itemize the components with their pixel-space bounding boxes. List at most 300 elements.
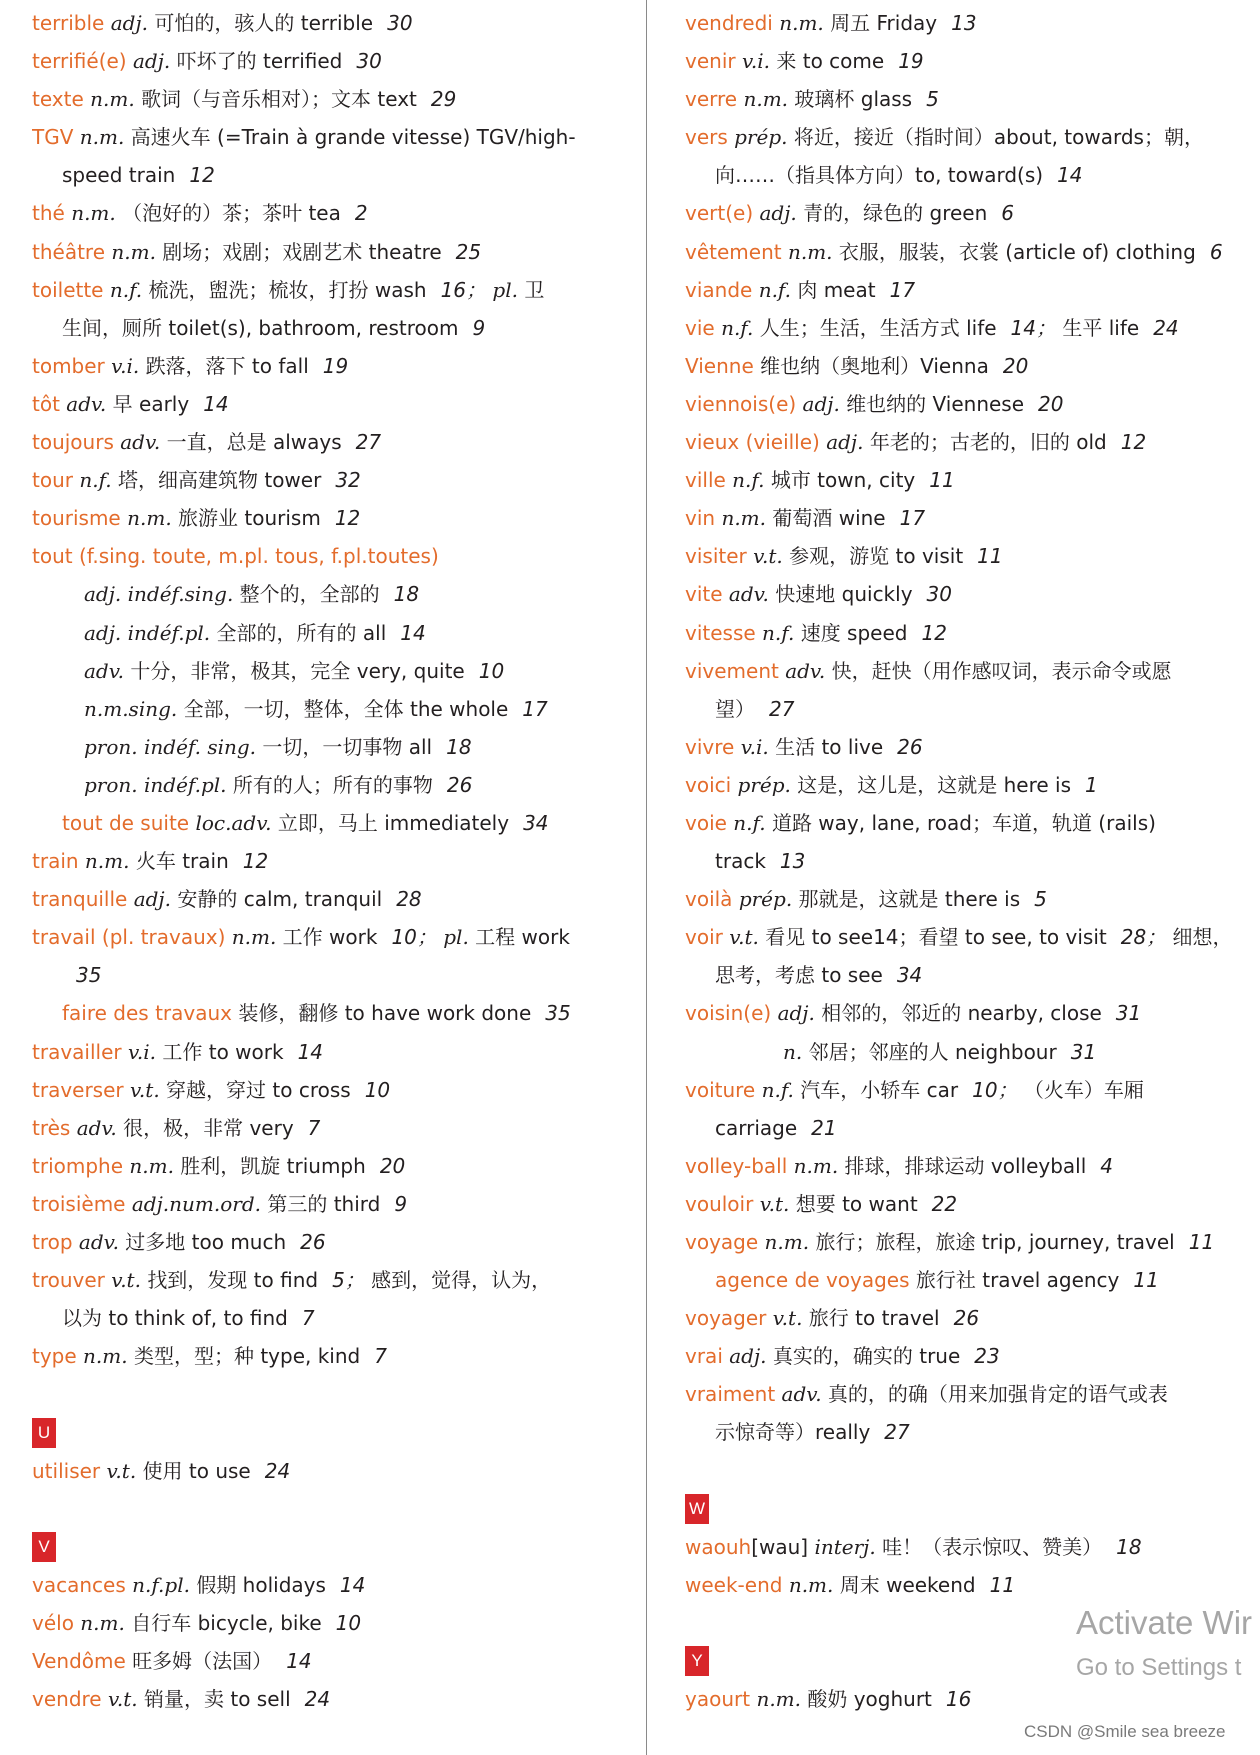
entry [685,1185,1260,1223]
definition: 将近，接近（指时间）about, towards；朝， [793,125,1204,150]
definition: 快，赶快（用作感叹词，表示命令或愿 [831,658,1172,683]
section-letter: W [685,1494,709,1524]
definition: 工作 work [282,925,378,950]
lesson-number: 13 [779,849,806,874]
definition: 维也纳的 Viennese [846,391,1025,416]
entry [685,1566,1260,1604]
headword: viennois(e) [685,391,797,416]
entry [685,1337,1260,1375]
grammar-tag: n.m. [787,239,833,264]
definition: 相邻的，邻近的 nearby, close [821,1001,1102,1026]
headword: théâtre [32,239,106,264]
definition: 人生；生活，生活方式 life [759,315,997,340]
entry [32,1109,617,1147]
headword: ville [685,468,726,493]
grammar-tag: adv. [120,430,161,455]
definition: 旅行；旅程，旅途 trip, journey, travel [815,1230,1175,1254]
activation-watermark-title: Activate Wir [1076,1604,1253,1641]
grammar-tag: n.m. [83,1344,128,1369]
definition: 衣服，服装，衣裳 (article of) clothing [838,239,1196,264]
lesson-number: 14； [1010,315,1056,340]
phrase-entry [32,994,617,1032]
entry [685,1528,1260,1566]
headword: voilà [685,887,733,912]
grammar-tag: adv. [781,1382,822,1407]
lesson-number: 7 [307,1115,321,1140]
column-divider [646,0,647,1755]
definition: 向……（指具体方向）to, toward(s) [715,163,1044,188]
definition: 塔，细高建筑物 tower [118,468,322,493]
entry [685,347,1260,385]
lesson-number: 6 [1209,239,1223,264]
right-column [685,4,1260,1718]
lesson-number: 18 [446,734,472,759]
headword: voici [685,772,732,797]
definition-2: 工程 work [475,925,570,950]
lesson-number: 7 [374,1344,387,1369]
definition: 火车 train [135,849,229,874]
entry [32,1452,617,1490]
lesson-number: 5 [1034,887,1047,912]
lesson-number: 11 [1188,1230,1215,1254]
grammar-tag: adj. [110,11,149,35]
definition: 可怕的，骇人的 terrible [154,11,374,35]
headword: TGV [32,125,74,150]
entry [685,194,1260,232]
headword: tomber [32,353,105,378]
grammar-tag: v.t. [729,925,759,950]
lesson-number: 11 [929,468,955,493]
grammar-tag: v.t. [753,544,783,569]
entry [32,537,617,575]
entry [685,233,1260,271]
definition: 吓坏了的 terrified [176,49,343,74]
entry [685,1071,1260,1109]
definition: 穿越，穿过 to cross [166,1077,351,1102]
definition: 速度 speed [800,620,908,645]
definition: 剧场；戏剧；戏剧艺术 theatre [162,239,442,264]
definition: 胜利，凯旋 triumph [180,1153,366,1178]
grammar-tag: n.m. [788,1572,834,1597]
lesson-number: 27 [355,430,382,455]
activation-watermark-subtitle: Go to Settings t [1076,1654,1242,1681]
grammar-tag: v.t. [111,1268,141,1293]
definition: 葡萄酒 wine [772,506,886,531]
pronunciation: [wau] [751,1534,809,1559]
entry [32,1223,617,1261]
headword: vin [685,506,716,531]
headword: viande [685,277,753,302]
definition: 高速火车 (=Train à grande vitesse) TGV/high- [130,125,576,150]
lesson-number: 30 [387,11,413,35]
lesson-number: 16； [440,277,487,302]
entry [685,1223,1260,1261]
definition: 这是，这儿是，这就是 here is [797,772,1072,797]
spacer [685,1452,1260,1490]
section-header [32,1528,617,1566]
lesson-number: 35 [545,1001,571,1026]
lesson-number: 29 [430,87,457,112]
lesson-number: 26 [953,1306,980,1331]
headword: vers [685,125,728,150]
grammar-tag: v.t. [759,1191,790,1216]
spacer [32,1490,617,1528]
headword: vite [685,582,723,607]
entry [685,766,1260,804]
definition: 旺多姆（法国） [132,1649,273,1674]
definition: 邻居；邻座的人 neighbour [808,1039,1057,1064]
lesson-number: 19 [322,353,349,378]
entry-continuation [685,690,1260,728]
entry [32,499,617,537]
lesson-number: 10 [478,658,505,683]
entry [685,423,1260,461]
headword: tranquille [32,887,128,912]
lesson-number: 12 [334,506,361,531]
definition: 思考，考虑 to see [715,963,883,988]
lesson-number: 31 [1115,1001,1142,1026]
entry-continuation [32,1299,617,1337]
definition: 销量，卖 to sell [144,1687,291,1712]
entry-continuation [32,156,617,194]
section-header [685,1490,1260,1528]
entry [32,194,617,232]
grammar-tag: n.f. [733,810,766,835]
headword: utiliser [32,1458,101,1483]
entry [685,880,1260,918]
entry [685,42,1260,80]
headword: vivement [685,658,779,683]
entry [685,309,1260,347]
lesson-number: 28 [396,887,422,912]
lesson-number: 4 [1100,1153,1114,1178]
section-letter: Y [685,1646,709,1676]
headword: tout (f.sing. toute, m.pl. tous, f.pl.toutes) [32,544,439,569]
lesson-number: 25 [455,239,482,264]
entry [685,537,1260,575]
headword: week-end [685,1572,783,1597]
lesson-number: 12 [1120,430,1147,455]
entry [685,918,1260,956]
entry-continuation [685,156,1260,194]
definition: 过多地 too much [125,1230,287,1254]
entry-sense [32,728,617,766]
definition: 歌词（与音乐相对）；文本 text [141,87,417,112]
definition: 旅行社 travel agency [915,1268,1120,1293]
grammar-tag: n.m. [721,506,766,531]
lesson-number: 26 [300,1230,326,1254]
grammar-tag: n.f. [762,620,795,645]
definition: 周五 Friday [830,11,938,35]
spacer [32,1375,617,1413]
grammar-tag: v.i. [741,49,771,74]
definition: 真实的，确实的 true [772,1344,961,1369]
grammar-tag: v.t. [772,1306,803,1331]
headword: voyage [685,1230,759,1254]
entry [685,614,1260,652]
definition: 生间，厕所 toilet(s), bathroom, restroom [62,315,459,340]
entry-continuation [685,1109,1260,1147]
headword: visiter [685,544,747,569]
grammar-tag: adv. [728,582,769,607]
entry [685,385,1260,423]
definition: 早 early [112,391,190,416]
entry-continuation [32,309,617,347]
headword: trop [32,1230,73,1254]
entry [32,233,617,271]
definition: 哇！（表示惊叹、赞美） [882,1534,1103,1559]
definition: 维也纳（奥地利）Vienna [760,353,989,378]
lesson-number: 30 [356,49,382,74]
headword: vouloir [685,1191,754,1216]
headword: vendre [32,1687,102,1712]
lesson-number: 24 [304,1687,331,1712]
definition: 十分，非常，极其，完全 very, quite [130,658,465,683]
grammar-tag: v.t. [107,1687,138,1712]
grammar-tag: v.i. [740,734,769,759]
definition: 立即，马上 immediately [277,810,510,835]
lesson-number: 32 [335,468,361,493]
grammar-tag: adv. [785,658,826,683]
grammar-tag: pron. indéf. sing. [84,734,257,759]
plural-form: (pl. travaux) [101,925,226,950]
definition: 参观，游览 to visit [789,544,964,569]
definition: 全部的，所有的 all [216,620,387,645]
entry [32,80,617,118]
lesson-number: 16 [945,1687,972,1712]
headword: faire des travaux [62,1001,232,1026]
section-letter: V [32,1532,56,1562]
lesson-number: 11 [989,1572,1016,1597]
headword: travailler [32,1039,122,1064]
headword: verre [685,87,738,112]
definition: 一直，总是 always [166,430,342,455]
entry [685,728,1260,766]
entry [32,385,617,423]
lesson-number: 26 [446,772,473,797]
headword: terrible [32,11,105,35]
grammar-tag: n.m. [129,1153,174,1178]
headword: vraiment [685,1382,776,1407]
entry [685,118,1260,156]
headword: très [32,1115,71,1140]
definition: 道路 way, lane, road；车道，轨道 (rails) [771,810,1156,835]
definition: 青的，绿色的 green [803,201,988,226]
definition: 旅行 to travel [808,1306,940,1331]
grammar-tag: adj. [133,887,171,912]
grammar-tag: adj. [729,1344,767,1369]
definition-2: 细想， [1172,925,1233,950]
phrase-entry [685,1261,1260,1299]
definition: 全部，一切，整体，全体 the whole [183,696,509,721]
entry [32,118,617,156]
lesson-number: 10； [972,1077,1018,1102]
lesson-number: 14 [297,1039,324,1064]
lesson-number: 22 [931,1191,958,1216]
definition: 使用 to use [142,1458,251,1483]
lesson-number: 20 [379,1153,406,1178]
lesson-number: 18 [1116,1534,1142,1559]
entry [32,1261,617,1299]
lesson-number: 7 [301,1306,315,1331]
lesson-number: 34 [896,963,923,988]
headword: triomphe [32,1153,124,1178]
entry [32,842,617,880]
lesson-number: 17 [522,696,548,721]
definition: 那就是，这就是 there is [798,887,1021,912]
grammar-tag: n. [783,1039,803,1064]
grammar-tag: adj. [759,201,797,226]
grammar-tag: n.m. [79,125,125,150]
lesson-number: 17 [889,277,916,302]
entry-sense [32,690,617,728]
grammar-tag: n.m. [90,87,135,112]
definition: 梳洗，盥洗；梳妆，打扮 wash [148,277,427,302]
grammar-tag: n.m. [779,11,824,35]
headword: vitesse [685,620,756,645]
left-column [32,4,617,1718]
definition: 整个的，全部的 [239,582,380,607]
entry-sense [32,575,617,613]
grammar-tag: n.m. [764,1230,810,1254]
lesson-number: 2 [354,201,368,226]
grammar-tag: n.f. [758,277,791,302]
lesson-number: 27 [884,1420,910,1445]
headword: vêtement [685,239,782,264]
headword: yaourt [685,1687,751,1712]
entry [685,1147,1260,1185]
headword: toujours [32,430,114,455]
lesson-number: 21 [811,1115,837,1140]
lesson-number: 5 [926,87,939,112]
lesson-number: 19 [898,49,924,74]
grammar-tag: adj. [802,391,840,416]
entry [32,347,617,385]
headword: waouh [685,1534,752,1559]
grammar-tag: adj.num.ord. [131,1191,261,1216]
definition: 示惊奇等）really [715,1420,871,1445]
grammar-tag: adj. [826,430,864,455]
lesson-number-2: 24 [1153,315,1179,340]
headword: texte [32,87,84,112]
grammar-tag: n.m. [231,925,277,950]
grammar-tag: adv. [76,1115,117,1140]
headword: thé [32,201,65,226]
entry [685,1299,1260,1337]
lesson-number: 28； [1120,925,1167,950]
definition: track [715,849,766,874]
grammar-tag: n.f. [721,315,754,340]
headword: tour [32,468,73,493]
entry [32,1604,617,1642]
entry-continuation [685,956,1260,994]
headword: trouver [32,1268,105,1293]
definition: 装修，翻修 to have work done [238,1001,532,1026]
definition: 汽车，小轿车 car [800,1077,959,1102]
headword: venir [685,49,736,74]
entry [32,271,617,309]
entry [685,80,1260,118]
entry [32,1680,617,1718]
headword: train [32,849,79,874]
entry [32,42,617,80]
grammar-tag: prép. [734,125,788,150]
definition: 旅游业 tourism [178,506,321,531]
entry [685,271,1260,309]
lesson-number: 24 [264,1458,291,1483]
definition: 类型，型；种 type, kind [133,1344,361,1369]
lesson-number: 18 [393,582,420,607]
entry [32,1566,617,1604]
entry [32,918,617,956]
phrase-entry [32,804,617,842]
grammar-tag: adj. [777,1001,815,1026]
lesson-number: 14 [1057,163,1083,188]
definition: 真的，的确（用来加强肯定的语气或表 [827,1382,1168,1407]
lesson-number: 20 [1038,391,1064,416]
headword: agence de voyages [715,1268,910,1293]
definition: 看见 to see14；看望 to see, to visit [765,925,1107,950]
entry [32,1071,617,1109]
headword: voiture [685,1077,756,1102]
entry [32,4,617,42]
lesson-number: 12 [189,163,215,188]
grammar-tag-2: pl. [492,277,518,302]
definition: 所有的人；所有的事物 [232,772,433,797]
definition: 来 to come [776,49,885,74]
grammar-tag: loc.adv. [195,810,272,835]
grammar-tag: adv. [66,391,107,416]
entry-sense [32,766,617,804]
entry-continuation [685,842,1260,880]
definition: 快速地 quickly [775,582,913,607]
grammar-tag: v.i. [111,353,140,378]
grammar-tag: n.m. [71,201,116,226]
entry [32,1147,617,1185]
lesson-number: 11 [1133,1268,1159,1293]
entry [32,461,617,499]
definition: 城市 town, city [770,468,916,493]
definition: 酸奶 yoghurt [807,1687,932,1712]
definition: 一切，一切事物 all [262,734,433,759]
grammar-tag: n.m. [80,1610,125,1635]
lesson-number: 14 [286,1649,312,1674]
headword: terrifié(e) [32,49,127,74]
entry [32,1033,617,1071]
headword: vert(e) [685,201,754,226]
definition: （泡好的）茶；茶叶 tea [122,201,341,226]
grammar-tag: n.m. [127,506,172,531]
definition: 以为 to think of, to find [62,1306,288,1331]
definition-2: 卫 [524,277,545,302]
definition: 第三的 third [267,1191,381,1216]
entry [685,652,1260,690]
grammar-tag: n.m. [756,1687,801,1712]
lesson-number: 35 [76,963,102,988]
headword: voir [685,925,723,950]
headword: toilette [32,277,104,302]
grammar-tag: n.m. [84,849,130,874]
entry [685,499,1260,537]
headword: travail [32,925,96,950]
grammar-tag: n.m. [111,239,156,264]
headword: voisin(e) [685,1001,772,1026]
grammar-tag: pron. indéf.pl. [84,772,227,797]
headword: tourisme [32,506,121,531]
lesson-number: 31 [1070,1039,1097,1064]
lesson-number: 20 [1002,353,1029,378]
lesson-number: 23 [974,1344,1000,1369]
